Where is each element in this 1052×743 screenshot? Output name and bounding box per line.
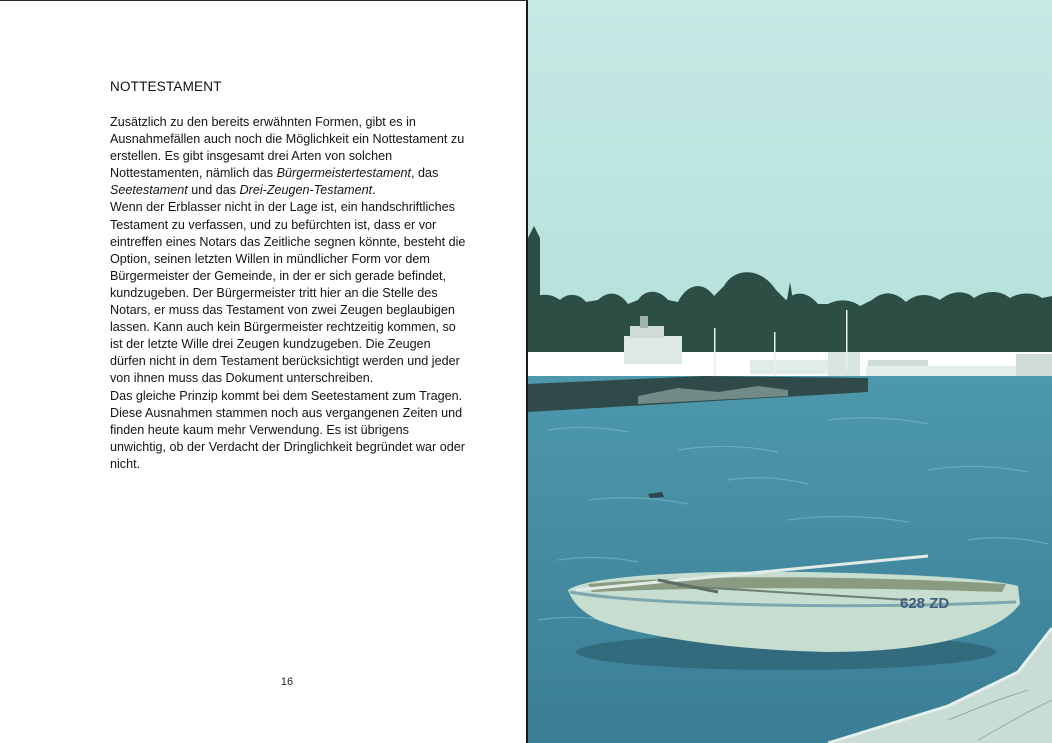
body-paragraph	[110, 388, 466, 473]
body-text	[110, 114, 466, 473]
right-page	[528, 0, 1052, 743]
text-run: .	[372, 183, 376, 198]
text-run: und das	[187, 183, 240, 198]
body-paragraph	[110, 199, 466, 387]
sky	[528, 0, 1052, 330]
emphasized-term: Drei-Zeugen-Testament	[239, 183, 373, 198]
text-run: , das	[411, 166, 439, 181]
section-heading: NOTTESTAMENT	[110, 79, 222, 94]
water	[528, 376, 1052, 743]
text-run: Das gleiche Prinzip kommt bei dem Seetestament zum Tragen. Diese Ausnahmen stammen noch aus vergangenen Zeiten und finden heute kaum mehr Verwendung. Es ist übrigens unwichtig, ob der Verdacht der Dringlichkeit begründet war oder nicht.	[110, 388, 465, 471]
body-paragraph	[110, 114, 466, 199]
text-run: Zusätzlich zu den bereits erwähnten Formen, gibt es in Ausnahmefällen auch noch die Möglichkeit ein Nottestament zu erstellen. Es gibt insgesamt drei Arten von solchen Nottestamenten, nämlich das	[110, 115, 465, 181]
page-number: 16	[280, 676, 294, 688]
boat-registration-number: 628 ZD	[900, 595, 950, 612]
emphasized-term: Seetestament	[110, 183, 188, 198]
harbor-photo	[528, 0, 1052, 743]
emphasized-term: Bürgermeistertestament	[276, 166, 411, 181]
text-run: Wenn der Erblasser nicht in der Lage ist, ein handschriftliches Testament zu verfassen, und zu befürchten ist, dass er vor eintreffen eines Notars das Zeitliche segnen könnte, besteht die Option, seinen letzten Willen in mündlicher Form vor dem Bürgermeister der Gemeinde, in der er sich gerade befindet, kundzugeben. Der Bürgermeister tritt hier an die Stelle des Notars, er muss das Testament von zwei Zeugen beglaubigen lassen. Kann auch kein Bürgermeister rechtzeitig kommen, so ist der letzte Wille drei Zeugen kundzugeben. Die Zeugen dürfen nicht in dem Testament berücksichtigt werden und jeder von ihnen muss das Dokument unterschreiben.	[110, 200, 466, 386]
